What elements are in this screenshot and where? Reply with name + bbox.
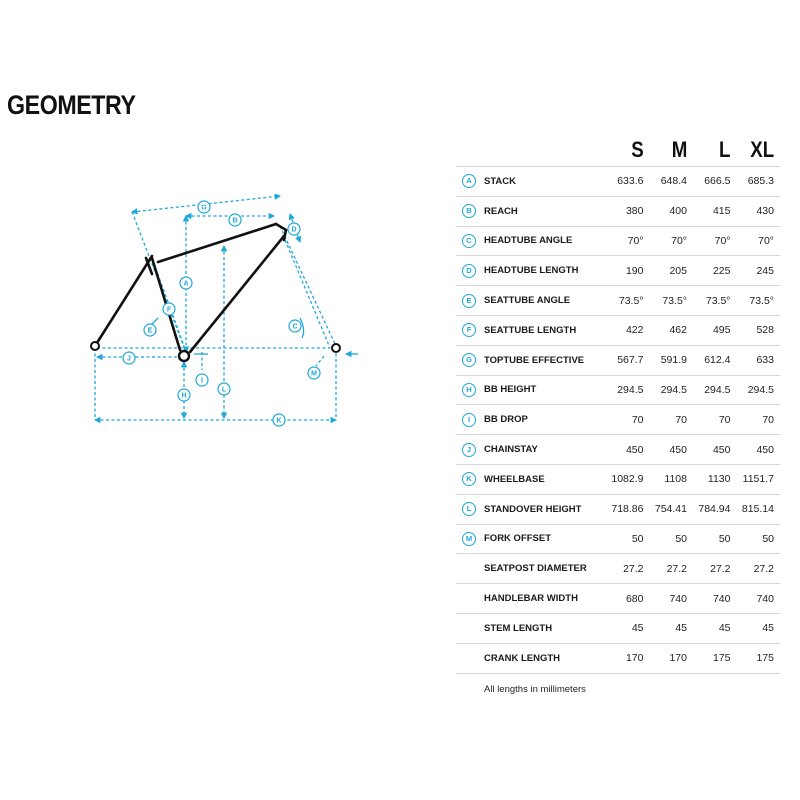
- dimension-badge: I: [462, 413, 476, 427]
- row-label: SEATTUBE ANGLE: [482, 286, 606, 316]
- cell-value: 27.2: [737, 554, 781, 584]
- cell-value: 73.5°: [606, 286, 650, 316]
- cell-value: 784.94: [693, 494, 737, 524]
- table-row: [456, 286, 780, 316]
- cell-value: 50: [650, 524, 694, 554]
- cell-value: 430: [737, 196, 781, 226]
- cell-value: 422: [606, 315, 650, 345]
- row-label: BB HEIGHT: [482, 375, 606, 405]
- cell-value: 815.14: [737, 494, 781, 524]
- cell-value: 1151.7: [737, 464, 781, 494]
- cell-value: 450: [693, 435, 737, 465]
- cell-value: 1108: [650, 464, 694, 494]
- cell-value: 27.2: [693, 554, 737, 584]
- diagram-badge-label: C: [292, 323, 298, 331]
- row-label: BB DROP: [482, 405, 606, 435]
- cell-value: 70: [650, 405, 694, 435]
- fork-axis-line: [283, 235, 330, 348]
- cell-value: 73.5°: [650, 286, 694, 316]
- row-label: SEATPOST DIAMETER: [482, 554, 606, 584]
- size-header: L: [693, 134, 737, 167]
- cell-value: 294.5: [606, 375, 650, 405]
- cell-value: 45: [606, 613, 650, 643]
- cell-value: 70°: [650, 226, 694, 256]
- table-row: [456, 613, 780, 643]
- cell-value: 70: [737, 405, 781, 435]
- table-row: [456, 226, 780, 256]
- dimension-badge: D: [462, 264, 476, 278]
- dimension-badge: G: [462, 353, 476, 367]
- table-row: [456, 315, 780, 345]
- cell-value: 245: [737, 256, 781, 286]
- cell-value: 754.41: [650, 494, 694, 524]
- row-label: CHAINSTAY: [482, 435, 606, 465]
- cell-value: 45: [693, 613, 737, 643]
- table-row: [456, 435, 780, 465]
- cell-value: 415: [693, 196, 737, 226]
- cell-value: 50: [693, 524, 737, 554]
- cell-value: 666.5: [693, 167, 737, 197]
- cell-value: 528: [737, 315, 781, 345]
- cell-value: 70°: [606, 226, 650, 256]
- diagram-badge-label: J: [127, 355, 131, 363]
- cell-value: 633.6: [606, 167, 650, 197]
- cell-value: 380: [606, 196, 650, 226]
- cell-value: 73.5°: [693, 286, 737, 316]
- cell-value: 170: [650, 643, 694, 673]
- dimension-badge: C: [462, 234, 476, 248]
- top-tube: [158, 224, 276, 262]
- row-label: HANDLEBAR WIDTH: [482, 584, 606, 614]
- size-header: M: [650, 134, 694, 167]
- cell-value: 450: [650, 435, 694, 465]
- diagram-badge-label: G: [201, 204, 207, 212]
- row-label: CRANK LENGTH: [482, 643, 606, 673]
- cell-value: 50: [737, 524, 781, 554]
- cell-value: 450: [606, 435, 650, 465]
- cell-value: 70: [606, 405, 650, 435]
- dimension-badge: J: [462, 443, 476, 457]
- cell-value: 633: [737, 345, 781, 375]
- table-row: [456, 345, 780, 375]
- rear-axle: [91, 342, 99, 350]
- bottom-bracket: [179, 351, 189, 361]
- chainstay-tube: [95, 256, 152, 346]
- diagram-badge-label: K: [276, 417, 282, 425]
- row-label: FORK OFFSET: [482, 524, 606, 554]
- page-title: GEOMETRY: [7, 90, 136, 120]
- cell-value: 50: [606, 524, 650, 554]
- table-row: [456, 524, 780, 554]
- cell-value: 27.2: [606, 554, 650, 584]
- row-label: STANDOVER HEIGHT: [482, 494, 606, 524]
- cell-value: 225: [693, 256, 737, 286]
- cell-value: 400: [650, 196, 694, 226]
- cell-value: 567.7: [606, 345, 650, 375]
- front-axle: [332, 344, 340, 352]
- cell-value: 205: [650, 256, 694, 286]
- dimension-badge: B: [462, 204, 476, 218]
- cell-value: 740: [650, 584, 694, 614]
- row-label: TOPTUBE EFFECTIVE: [482, 345, 606, 375]
- diagram-badge-label: L: [221, 386, 227, 394]
- row-label: STACK: [482, 167, 606, 197]
- diagram-badge-label: F: [166, 306, 172, 314]
- cell-value: 462: [650, 315, 694, 345]
- cell-value: 175: [737, 643, 781, 673]
- table-row: [456, 167, 780, 197]
- cell-value: 70°: [693, 226, 737, 256]
- cell-value: 680: [606, 584, 650, 614]
- cell-value: 1082.9: [606, 464, 650, 494]
- row-label: SEATTUBE LENGTH: [482, 315, 606, 345]
- cell-value: 73.5°: [737, 286, 781, 316]
- cell-value: 740: [693, 584, 737, 614]
- steering-axis-line: [280, 226, 336, 346]
- cell-value: 450: [737, 435, 781, 465]
- cell-value: 1130: [693, 464, 737, 494]
- table-row: [456, 464, 780, 494]
- row-label: HEADTUBE LENGTH: [482, 256, 606, 286]
- dimension-badge: F: [462, 323, 476, 337]
- dimension-badge: H: [462, 383, 476, 397]
- cell-value: 170: [606, 643, 650, 673]
- cell-value: 612.4: [693, 345, 737, 375]
- row-label: WHEELBASE: [482, 464, 606, 494]
- diagram-badge-label: H: [181, 392, 187, 400]
- cell-value: 175: [693, 643, 737, 673]
- units-footnote: All lengths in millimeters: [484, 684, 586, 695]
- cell-value: 294.5: [737, 375, 781, 405]
- diagram-badge-label: A: [183, 280, 189, 288]
- table-row: [456, 643, 780, 673]
- dimension-badge: M: [462, 532, 476, 546]
- head-tube: [276, 224, 286, 230]
- diagram-badge-label: B: [232, 217, 238, 225]
- cell-value: 70: [693, 405, 737, 435]
- table-row: [456, 554, 780, 584]
- diagram-badge-label: E: [147, 327, 153, 335]
- size-header: XL: [737, 134, 781, 167]
- table-row: [456, 405, 780, 435]
- cell-value: 685.3: [737, 167, 781, 197]
- table-row: [456, 196, 780, 226]
- size-header: S: [606, 134, 650, 167]
- table-row: [456, 584, 780, 614]
- table-row: [456, 494, 780, 524]
- dimension-badge: A: [462, 174, 476, 188]
- cell-value: 190: [606, 256, 650, 286]
- row-label: REACH: [482, 196, 606, 226]
- size-header-row: [456, 134, 780, 167]
- row-label: STEM LENGTH: [482, 613, 606, 643]
- diagram-badge-label: I: [201, 377, 203, 385]
- cell-value: 740: [737, 584, 781, 614]
- geometry-table: [456, 134, 780, 674]
- cell-value: 648.4: [650, 167, 694, 197]
- dimension-badge: L: [462, 502, 476, 516]
- cell-value: 45: [737, 613, 781, 643]
- table-row: [456, 256, 780, 286]
- cell-value: 718.86: [606, 494, 650, 524]
- diagram-badge-label: M: [311, 370, 317, 378]
- down-tube: [190, 236, 284, 352]
- cell-value: 27.2: [650, 554, 694, 584]
- cell-value: 294.5: [693, 375, 737, 405]
- dimension-badge: E: [462, 294, 476, 308]
- cell-value: 45: [650, 613, 694, 643]
- dim-line-m: [316, 356, 324, 366]
- diagram-badge-label: D: [291, 226, 297, 234]
- row-label: HEADTUBE ANGLE: [482, 226, 606, 256]
- table-row: [456, 375, 780, 405]
- cell-value: 495: [693, 315, 737, 345]
- cell-value: 591.9: [650, 345, 694, 375]
- cell-value: 70°: [737, 226, 781, 256]
- cell-value: 294.5: [650, 375, 694, 405]
- dimension-badge: K: [462, 472, 476, 486]
